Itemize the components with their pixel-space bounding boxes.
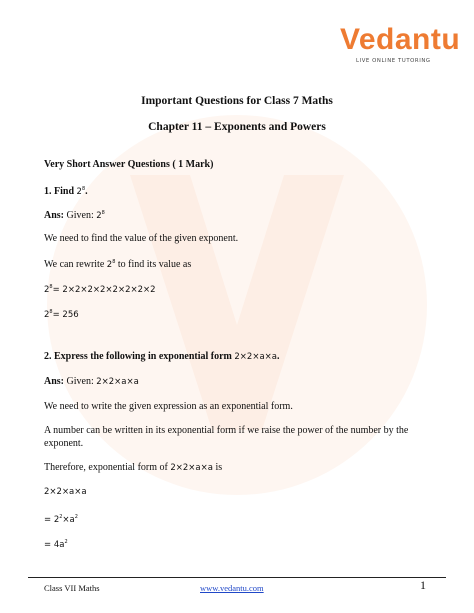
chapter-title: Chapter 11 – Exponents and Powers [148,121,326,133]
answer-1-line2: We can rewrite $2^8$ to find its value as [44,259,192,270]
vedantu-logo [340,22,461,74]
question-2: 2. Express the following in exponential form 2×2×a×a. [44,351,280,362]
answer-1-line1: We need to find the value of the given exponent. [44,233,239,244]
footer-website-link[interactable]: www.vedantu.com [200,583,264,593]
question-2-expr: 2×2×a×a [234,352,277,362]
question-1: 1. Find $2^8$. [44,186,88,197]
answer-2-given: Ans: Given: 2×2×a×a [44,376,139,387]
logo-tagline: LIVE ONLINE TUTORING [356,58,431,64]
answer-1-expr: $2^8$ [96,210,105,221]
section-heading: Very Short Answer Questions ( 1 Mark) [44,159,214,170]
question-2-label: 2. Express the following in exponential form [44,351,232,362]
answer-2-line2: A number can be written in its exponential form if we raise the power of the number by the exponent. [44,425,409,449]
answer-2-line3: Therefore, exponential form of 2×2×a×a is [44,462,223,473]
answer-label: Ans: [44,210,65,221]
answer-2-step1: 2×2×a×a [44,487,87,497]
footer-class-label: Class VII Maths [44,583,100,593]
answer-1-calc2: $2^8= 256$ [44,309,79,320]
question-1-expr: $2^8$ [76,186,86,197]
answer-2-line1: We need to write the given expression as an exponential form. [44,401,293,412]
answer-1-calc1: $2^8= 2\times 2\times 2\times 2\times 2\times 2\times 2\times 2$ [44,284,156,295]
page-number: 1 [420,578,426,592]
answer-2-step2: = $2^2\times a^2$ [44,514,78,525]
footer-divider [28,577,446,578]
question-1-label: 1. Find [44,186,75,197]
answer-label: Ans: [44,376,65,387]
page-title: Important Questions for Class 7 Maths [141,95,333,107]
answer-2-step3: = $4a^2$ [44,539,68,550]
logo-wordmark: Vedantu [340,23,461,56]
answer-2-expr: 2×2×a×a [96,377,139,387]
answer-1-given: Ans: Given: $2^8$ [44,210,105,221]
